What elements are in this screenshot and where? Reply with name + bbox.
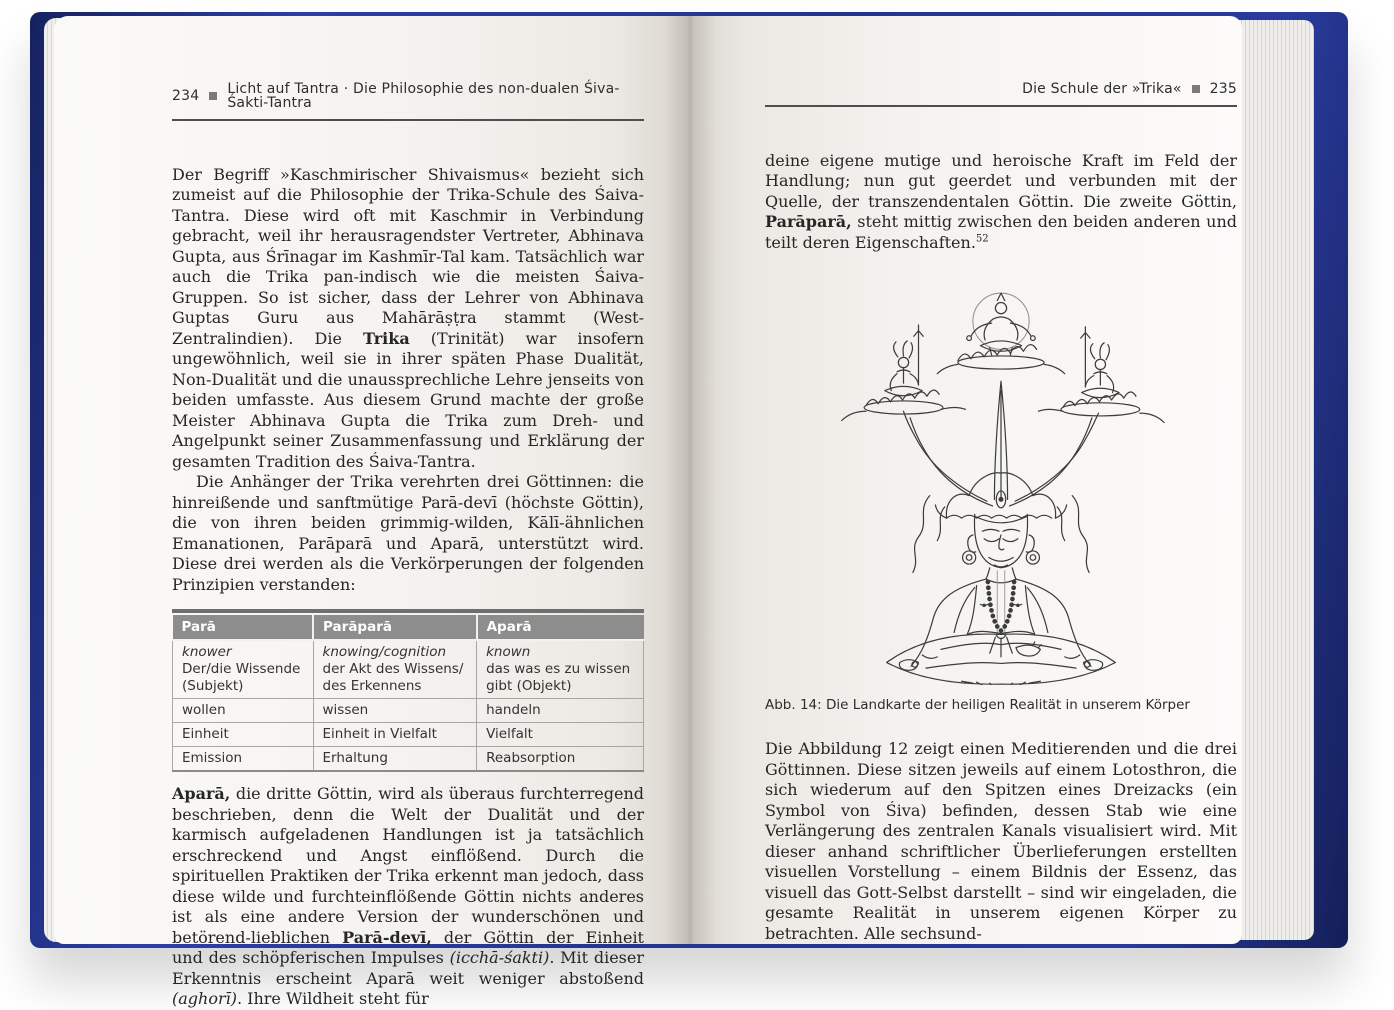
table-cell: Emission xyxy=(173,747,314,772)
running-header-right xyxy=(765,82,1237,96)
right-page xyxy=(690,16,1242,944)
text-run: Parā-devī, xyxy=(342,928,432,947)
table-cell: wissen xyxy=(313,699,477,723)
left-body-bottom xyxy=(172,784,644,1010)
text-run: Parāparā, xyxy=(765,212,852,231)
square-bullet-icon xyxy=(209,92,217,100)
page-stack-right-edge xyxy=(1238,20,1314,940)
text-run: Die Anhänger der Trika verehrten drei Göttinnen: die hinreißende und sanftmütige Parā-devī (höchste Göttin), die von ihren beiden grimmig-wilden, Kālī-ähnlichen Emanationen, Parāparā und Aparā, unterstützt wird. Diese drei werden als die Verkörperungen der folgenden Prinzipien verstanden: xyxy=(172,472,644,594)
left-body-top xyxy=(172,165,644,596)
right-body-bottom xyxy=(765,739,1237,944)
table-cell: Erhaltung xyxy=(313,747,477,772)
page-number-left: 234 xyxy=(172,89,199,103)
header-rule xyxy=(765,105,1237,107)
paragraph xyxy=(172,472,644,595)
text-run: Die Abbildung 12 zeigt einen Meditierenden und die drei Göttinnen. Diese sitzen jeweils auf einem Lotosthron, die sich wiederum auf den Spitzen eines Dreizacks (ein Symbol von Śiva) befinden, dessen Stab wie eine Verlängerung des zentralen Kanals visualisiert wird. Mit dieser anhand schriftlicher Überlieferungen erstellten visuellen Vorstellung – einem Bildnis der Essenz, das visuell das Gott-Selbst darstellt – sind wir eingeladen, die gesamte Realität in unserem eigenen Körper zu betrachten. Alle sechsund- xyxy=(765,739,1237,943)
table-row xyxy=(173,640,644,699)
table-cell: Einheit in Vielfalt xyxy=(313,723,477,747)
table-header-cell: Parāparā xyxy=(313,615,477,640)
paragraph xyxy=(765,739,1237,944)
goddess-principles-table xyxy=(172,615,644,772)
table-header-cell: Aparā xyxy=(477,615,644,640)
text-run: 52 xyxy=(976,233,989,244)
text-run: Der Begriff »Kaschmirischer Shivaismus« bezieht sich zumeist auf die Philosophie der Trika-Schule des Śaiva-Tantra. Diese wird oft mit Kaschmir in Verbindung gebracht, weil ihr herausragendster Vertreter, Abhinava Gupta, aus Śrīnagar im Kashmīr-Tal kam. Tatsächlich war auch die Trika pan-indisch wie die meisten Śaiva-Gruppen. So ist sicher, dass der Lehrer von Abhinava Guptas Guru aus Mahārāṣṭra stammt (West-Zentralindien). Die xyxy=(172,165,644,348)
table-cell: Reabsorption xyxy=(477,747,644,772)
meditation-figure-illustration xyxy=(827,265,1175,685)
table-cell: wollen xyxy=(173,699,314,723)
table-row xyxy=(173,699,644,723)
table-cell: knower Der/die Wissende (Subjekt) xyxy=(173,640,314,699)
table-cell: known das was es zu wissen gibt (Objekt) xyxy=(477,640,644,699)
table-row xyxy=(173,723,644,747)
table-row xyxy=(173,747,644,772)
text-run: (aghorī) xyxy=(172,989,237,1008)
figure-caption: Abb. 14: Die Landkarte der heiligen Realität in unserem Körper xyxy=(765,697,1237,713)
text-run: deine eigene mutige und heroische Kraft im Feld der Handlung; nun gut geerdet und verbunden mit der Quelle, der transzendentalen Göttin. Die zweite Göttin, xyxy=(765,151,1237,211)
text-run: (icchā-śakti) xyxy=(450,948,550,967)
text-run: . Ihre Wildheit steht für xyxy=(237,989,429,1008)
paragraph xyxy=(172,784,644,1010)
square-bullet-icon xyxy=(1192,85,1200,93)
header-rule xyxy=(172,119,644,121)
paragraph xyxy=(765,151,1237,254)
text-run: . Mit dieser Erkenntnis erscheint Aparā weit weniger abstoßend xyxy=(172,948,644,988)
text-run: (Trinität) war insofern ungewöhnlich, weil sie in ihrer späten Phase Dualität, Non-Dualität und die unaussprechliche Lehre jenseits von beiden umfasste. Aus diesem Grund machte der große Meister Abhinava Gupta die Trika zum Dreh- und Angelpunkt seiner Zusammenfassung und Erklärung der gesamten Tradition des Śaiva-Tantra. xyxy=(172,329,644,471)
table-header-row xyxy=(173,615,644,640)
table-top-border xyxy=(172,609,644,613)
text-run: Aparā, xyxy=(172,784,230,803)
text-run: die dritte Göttin, wird als überaus furchterregend beschrieben, denn die Welt der Dualität und der karmisch aufgeladenen Handlungen ist ja tatsächlich erschreckend und Angst einflößend. Durch die spirituellen Praktiken der Trika erkennt man jedoch, dass diese wilde und furchteinflößende Göttin nichts anderes ist als eine andere Version der wunderschönen und betörend-lieblichen xyxy=(172,784,644,947)
table-header-cell: Parā xyxy=(173,615,314,640)
paragraph xyxy=(172,165,644,473)
text-run: Trika xyxy=(363,329,410,348)
text-run: steht mittig zwischen den beiden anderen und teilt deren Eigenschaften. xyxy=(765,212,1237,252)
table-cell: Vielfalt xyxy=(477,723,644,747)
right-body-top xyxy=(765,151,1237,254)
running-header-left-title: Licht auf Tantra · Die Philosophie des non-dualen Śiva-Śakti-Tantra xyxy=(227,82,644,110)
left-page xyxy=(54,16,690,944)
running-header-left xyxy=(172,82,644,110)
table-cell: Einheit xyxy=(173,723,314,747)
running-header-right-title: Die Schule der »Trika« xyxy=(1022,82,1182,96)
page-number-right: 235 xyxy=(1210,82,1237,96)
text-run: der Göttin der Einheit und des schöpferischen Impulses xyxy=(172,928,644,968)
table-cell: knowing/cognition der Akt des Wissens/ des Erkennens xyxy=(313,640,477,699)
table-cell: handeln xyxy=(477,699,644,723)
